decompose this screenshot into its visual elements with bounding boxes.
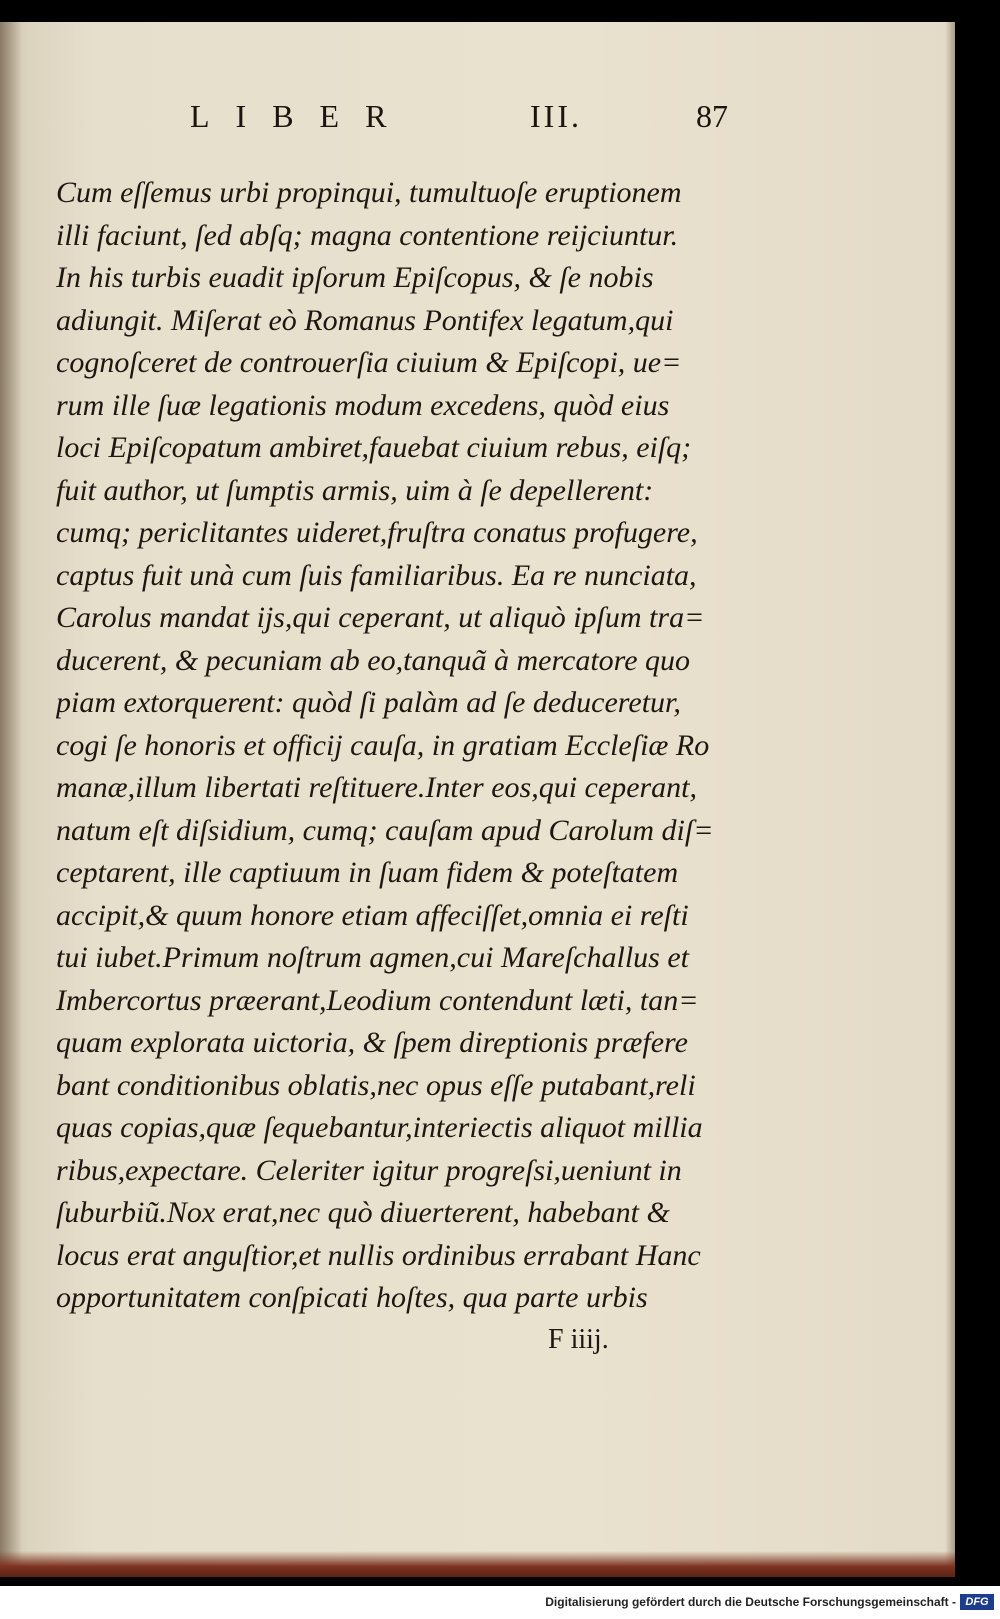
dfg-logo: DFG: [960, 1594, 994, 1610]
text-line: quas copias,quæ ſequebantur,interiectis aliquot millia: [56, 1111, 703, 1144]
text-line: Carolus mandat ijs,qui ceperant, ut aliquò ipſum tra=: [56, 601, 705, 634]
text-line: fuit author, ut ſumptis armis, uim à ſe depellerent:: [56, 473, 654, 507]
text-line: In his turbis euadit ipſorum Epiſcopus, & ſe nobis: [56, 261, 654, 294]
footer-credit: Digitalisierung gefördert durch die Deutsche Forschungsgemeinschaft -: [545, 1595, 956, 1609]
text-line: Imbercortus præerant,Leodium contendunt læti, tan=: [56, 983, 699, 1017]
text-line: tui iubet.Primum noſtrum agmen,cui Mareſchallus et: [56, 941, 689, 974]
text-line: loci Epiſcopatum ambiret,fauebat ciuium rebus, eiſq;: [56, 431, 692, 464]
text-line: adiungit. Miſerat eò Romanus Pontifex legatum,qui: [56, 303, 674, 337]
footer-bar: [0, 1586, 1000, 1619]
page-spine-shadow: [0, 22, 22, 1577]
running-head-title: LIBER: [190, 98, 413, 134]
text-line: Cum eſſemus urbi propinqui, tumultuoſe eruptionem: [56, 176, 682, 209]
text-line: piam extorquerent: quòd ſi palàm ad ſe deduceretur,: [56, 686, 681, 719]
text-line: ſuburbiũ.Nox erat,nec quò diuerterent, habebant &: [56, 1196, 670, 1229]
text-line: cognoſceret de controuerſia ciuium & Epiſcopi, ue=: [56, 346, 682, 379]
page-bottom-edge: [0, 1551, 955, 1577]
signature-mark: F iiij.: [548, 1324, 609, 1355]
text-line: accipit,& quum honore etiam affeciſſet,omnia ei reſti: [56, 898, 689, 932]
running-head-book: III.: [530, 98, 582, 134]
book-page: [0, 22, 955, 1577]
text-line: cumq; periclitantes uideret,fruſtra conatus profugere,: [56, 516, 698, 549]
body-text: [56, 172, 736, 1320]
text-line: quam explorata uictoria, & ſpem direptionis præfere: [56, 1026, 688, 1059]
text-line: rum ille ſuæ legationis modum excedens, quòd eius: [56, 388, 670, 422]
page-edge-shadow: [945, 22, 955, 1577]
text-line: locus erat anguſtior,et nullis ordinibus errabant Hanc: [56, 1238, 701, 1272]
text-line: opportunitatem conſpicati hoſtes, qua parte urbis: [56, 1281, 648, 1314]
text-line: ceptarent, ille captiuum in ſuam fidem & poteſtatem: [56, 856, 679, 889]
text-line: natum eſt diſsidium, cumq; cauſam apud Carolum diſ=: [56, 813, 714, 847]
page-number: 87: [696, 98, 728, 134]
text-line: captus fuit unà cum ſuis familiaribus. Ea re nunciata,: [56, 558, 697, 592]
text-line: ducerent, & pecuniam ab eo,tanquã à mercatore quo: [56, 643, 691, 677]
running-head: [190, 98, 730, 148]
text-line: ribus,expectare. Celeriter igitur progreſsi,ueniunt in: [56, 1153, 682, 1187]
text-line: bant conditionibus oblatis,nec opus eſſe putabant,reli: [56, 1068, 696, 1102]
text-line: cogi ſe honoris et officij cauſa, in gratiam Eccleſiæ Ro: [56, 728, 710, 762]
text-line: manæ,illum libertati reſtituere.Inter eos,qui ceperant,: [56, 771, 698, 804]
text-line: illi faciunt, ſed abſq; magna contentione reijciuntur.: [56, 218, 679, 252]
